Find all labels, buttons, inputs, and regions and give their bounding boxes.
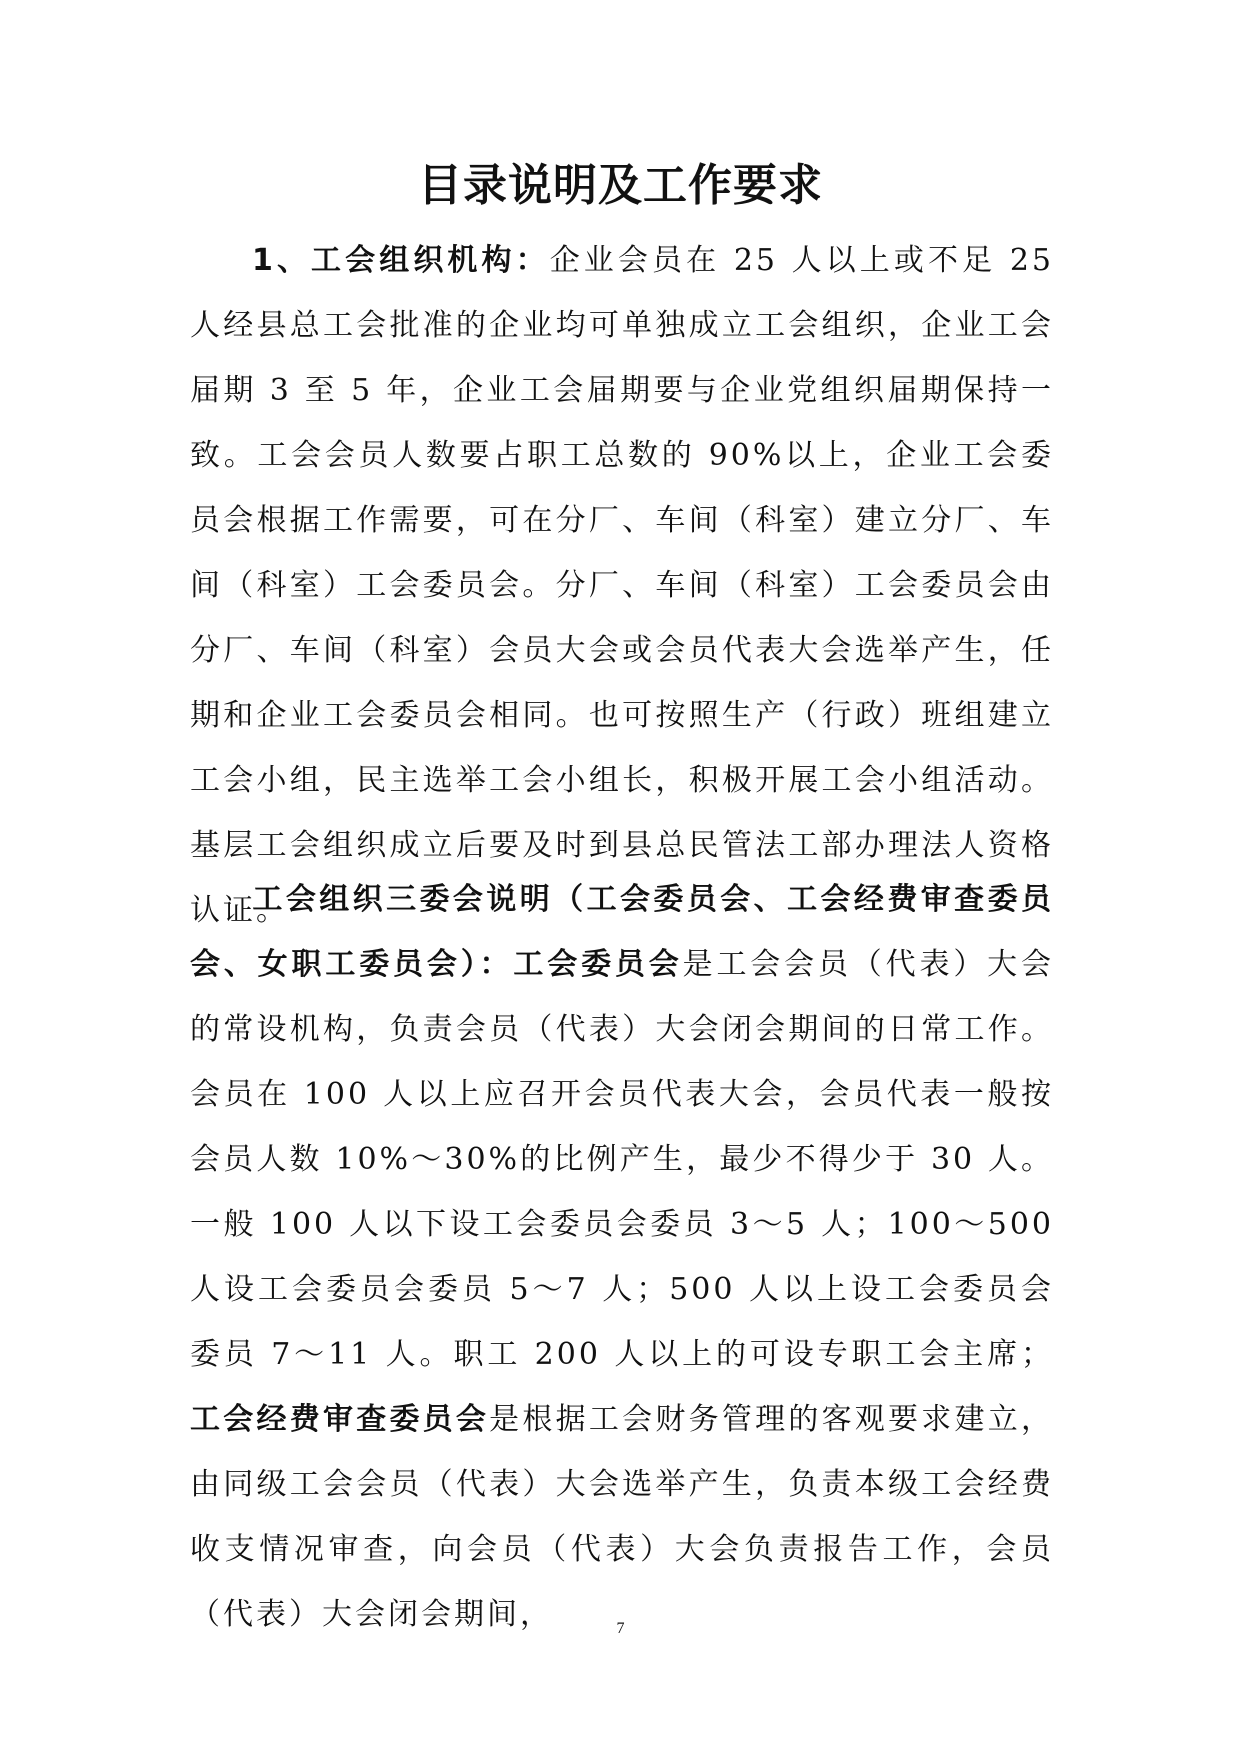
term-union-committee: 工会委员会 (513, 947, 683, 982)
paragraph-1-text: 企业会员在 25 人以上或不足 25 人经县总工会批准的企业均可单独成立工会组织，企业工会届期 3 至 5 年，企业工会届期要与企业党组织届期保持一致。工会会员人数要占职工总数的 90%以上，企业工会委员会根据工作需要，可在分厂、车间（科室）建立分厂、车间（科室）工会委员会。分厂、车间（科室）工会委员会由分厂、车间（科室）会员大会或会员代表大会选举产生，任期和企业工会委员会相同。也可按照生产（行政）班组建立工会小组，民主选举工会小组长，积极开展工会小组活动。基层工会组织成立后要及时到县总民管法工部办理法人资格认证。 (190, 243, 1054, 928)
paragraph-union-organization (190, 228, 1054, 943)
page-number: 7 (616, 1620, 625, 1637)
paragraph-2-text-2: 是根据工会财务管理的客观要求建立，由同级工会会员（代表）大会选举产生，负责本级工会经费收支情况审查，向会员（代表）大会负责报告工作，会员（代表）大会闭会期间， (190, 1402, 1055, 1632)
term-audit-committee: 工会经费审查委员会 (190, 1402, 490, 1437)
paragraph-2-heading: 工会组织三委会说明（工会委员会、工会经费审查委员会、女职工委员会）： (190, 882, 1054, 982)
paragraph-2-text-1: 是工会会员（代表）大会的常设机构，负责会员（代表）大会闭会期间的日常工作。会员在 100 人以上应召开会员代表大会，会员代表一般按会员人数 10%～30%的比例产生，最少不得少于 30 人。一般 100 人以下设工会委员会委员 3～5 人；100～500 人设工会委员会委员 5～7 人；500 人以上设工会委员会委员 7～11 人。职工 200 人以上的可设专职工会主席； (190, 947, 1055, 1372)
paragraph-1-heading: 1、工会组织机构： (252, 243, 550, 278)
paragraph-three-committees (190, 867, 1054, 1647)
document-title: 目录说明及工作要求 (418, 160, 823, 211)
